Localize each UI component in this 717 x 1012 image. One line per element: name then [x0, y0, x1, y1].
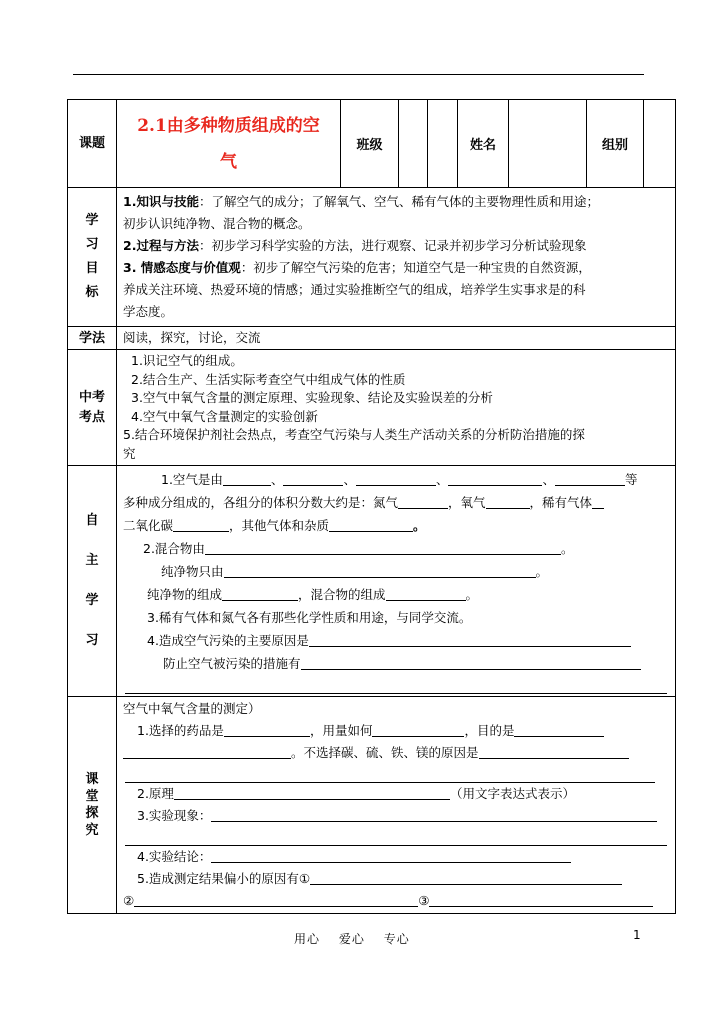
- exam-label-2: 考点: [78, 409, 105, 425]
- spacer-cell: [428, 100, 458, 188]
- principle-text: 2.原理: [137, 786, 174, 801]
- blank[interactable]: [479, 744, 629, 759]
- goals-content: [117, 188, 676, 327]
- class-label: 班级: [341, 100, 399, 188]
- inquiry-row: [68, 697, 676, 914]
- inquiry-label-char: 课: [85, 772, 99, 787]
- q4b-text: 防止空气被污染的措施有: [163, 656, 301, 671]
- exam-point: 5.结合环境保护剂社会热点，考查空气污染与人类生产活动关系的分析防治措施的探: [123, 427, 585, 442]
- self-label-char: 习: [85, 633, 99, 648]
- exam-label: [68, 350, 117, 466]
- blank[interactable]: [486, 494, 530, 509]
- blank[interactable]: [211, 848, 571, 863]
- sep: 、: [542, 472, 555, 487]
- q2-end: 。: [560, 541, 574, 556]
- q2b-text: 纯净物只由: [161, 564, 224, 579]
- q1-noble: ，稀有气体: [529, 495, 593, 510]
- self-study-row: [68, 466, 676, 697]
- sep: 、: [270, 472, 284, 487]
- exam-points: [117, 350, 676, 466]
- emotion-prefix: 3. 情感态度与价值观: [123, 260, 241, 275]
- answer-line[interactable]: [125, 764, 655, 783]
- blank[interactable]: [310, 870, 622, 885]
- blank[interactable]: [356, 471, 436, 486]
- self-label-char: 主: [85, 553, 99, 568]
- inquiry-label-char: 探: [85, 806, 99, 821]
- footer-item: 用心: [294, 932, 321, 946]
- sep: 、: [435, 472, 449, 487]
- group-label: 组别: [587, 100, 644, 188]
- reagent-text: 1.选择的药品是: [137, 723, 224, 738]
- q1-oxygen: ，氧气: [448, 495, 486, 510]
- blank[interactable]: [205, 540, 561, 555]
- blank[interactable]: [174, 785, 450, 800]
- answer-line[interactable]: [125, 675, 667, 694]
- blank[interactable]: [309, 632, 631, 647]
- q2b-end: 。: [535, 564, 549, 579]
- blank[interactable]: [134, 892, 418, 907]
- footer-item: 爱心: [338, 932, 365, 946]
- class-field[interactable]: [399, 100, 428, 188]
- goals-label-char: 目: [85, 261, 99, 276]
- goals-label-char: 学: [85, 213, 99, 228]
- exam-label-1: 中考: [78, 389, 105, 405]
- self-label-char: 自: [85, 513, 99, 528]
- q1-end: 等: [625, 472, 638, 487]
- pure-text: 纯净物的组成: [147, 587, 223, 602]
- blank[interactable]: [555, 471, 625, 486]
- blank[interactable]: [123, 744, 291, 759]
- q2-text: 2.混合物由: [143, 541, 205, 556]
- sep: 、: [343, 472, 356, 487]
- method-row: [68, 327, 676, 350]
- amount-text: ，用量如何: [309, 723, 373, 738]
- name-field[interactable]: [509, 100, 587, 188]
- blank[interactable]: [448, 471, 542, 486]
- process-text: ：初步学习科学实验的方法，进行观察、记录并初步学习分析试验现象: [198, 238, 587, 253]
- method-label: 学法: [68, 327, 117, 350]
- q3-text: 3.稀有气体和氮气各有那些化学性质和用途，与同学交流。: [147, 610, 472, 625]
- process-prefix: 2.过程与方法: [123, 238, 199, 253]
- inquiry-label-char: 堂: [85, 789, 99, 804]
- self-study-content: [117, 466, 676, 697]
- exam-point: 1.识记空气的组成。: [131, 353, 243, 368]
- blank[interactable]: [372, 722, 464, 737]
- blank[interactable]: [398, 494, 448, 509]
- goals-label-char: 标: [85, 285, 99, 300]
- title-line-1: 2.1由多种物质组成的空: [137, 115, 320, 136]
- goals-row: [68, 188, 676, 327]
- q1-co2: 二氧化碳: [123, 518, 174, 533]
- lesson-title: [117, 100, 341, 188]
- purpose-text: ，目的是: [464, 723, 515, 738]
- method-text: 阅读，探究，讨论，交流: [117, 327, 676, 350]
- inquiry-heading: 空气中氧气含量的测定）: [123, 701, 261, 716]
- exam-row: [68, 350, 676, 466]
- q1-other: ，其他气体和杂质: [229, 518, 330, 533]
- exam-point: 2.结合生产、生活实际考查空气中组成气体的性质: [131, 371, 406, 387]
- blank[interactable]: [211, 807, 657, 822]
- exam-point: 3.空气中氧气含量的测定原理、实验现象、结论及实验误差的分析: [131, 390, 493, 405]
- blank[interactable]: [514, 722, 604, 737]
- header-row: [68, 100, 676, 188]
- phenomenon-text: 3.实验现象：: [137, 808, 212, 823]
- answer-line[interactable]: [125, 827, 667, 846]
- page-number: 1: [633, 928, 641, 942]
- inquiry-content: [117, 697, 676, 914]
- blank[interactable]: [222, 586, 298, 601]
- error-2: ②: [123, 893, 135, 908]
- reason-text: 。不选择碳、硫、铁、镁的原因是: [291, 745, 479, 760]
- q4-text: 4.造成空气污染的主要原因是: [147, 633, 309, 648]
- blank[interactable]: [283, 471, 343, 486]
- footer-motto: [294, 930, 424, 947]
- emotion-text-3: 学态度。: [123, 304, 174, 319]
- q1-text: 1.空气是由: [161, 472, 223, 487]
- mix-text: ，混合物的组成: [298, 587, 386, 602]
- group-field[interactable]: [644, 100, 676, 188]
- error-3: ③: [418, 893, 430, 908]
- goals-label-char: 习: [85, 237, 99, 252]
- q1-period: 。: [413, 518, 426, 533]
- conclusion-text: 4.实验结论：: [137, 849, 212, 864]
- emotion-text: ：初步了解空气污染的危害；知道空气是一种宝贵的自然资源，: [240, 260, 591, 275]
- exam-point: 4.空气中氧气含量测定的实验创新: [131, 408, 318, 424]
- blank[interactable]: [223, 471, 271, 486]
- self-study-label: [68, 466, 117, 697]
- knowledge-text: ：了解空气的成分；了解氧气、空气、稀有气体的主要物理性质和用途；: [198, 194, 599, 209]
- blank[interactable]: [329, 517, 413, 532]
- knowledge-prefix: 1.知识与技能: [123, 194, 199, 209]
- q1-text-2: 多种成分组成的，各组分的体积分数大约是：氮气: [123, 495, 399, 510]
- blank[interactable]: [301, 655, 641, 670]
- blank[interactable]: [173, 517, 229, 532]
- period: 。: [465, 587, 479, 602]
- title-line-2: 气: [220, 151, 237, 172]
- inquiry-label-char: 究: [85, 823, 99, 838]
- self-label-char: 学: [85, 593, 99, 608]
- goals-label: [68, 188, 117, 327]
- blank[interactable]: [224, 563, 536, 578]
- blank[interactable]: [429, 892, 653, 907]
- exam-point: 究: [123, 445, 136, 461]
- inquiry-label: [68, 697, 117, 914]
- blank[interactable]: [386, 586, 466, 601]
- blank[interactable]: [592, 494, 604, 509]
- knowledge-text-2: 初步认识纯净物、混合物的概念。: [123, 216, 311, 231]
- header-rule: [73, 74, 644, 75]
- name-label: 姓名: [458, 100, 509, 188]
- principle-note: （用文字表达式表示）: [449, 786, 575, 801]
- error-text: 5.造成测定结果偏小的原因有①: [137, 871, 311, 886]
- blank[interactable]: [224, 722, 310, 737]
- course-label: 课题: [68, 100, 117, 188]
- worksheet-table: [67, 99, 676, 914]
- emotion-text-2: 养成关注环境、热爱环境的情感；通过实验推断空气的组成，培养学生实事求是的科: [123, 282, 586, 297]
- footer-item: 专心: [383, 932, 410, 946]
